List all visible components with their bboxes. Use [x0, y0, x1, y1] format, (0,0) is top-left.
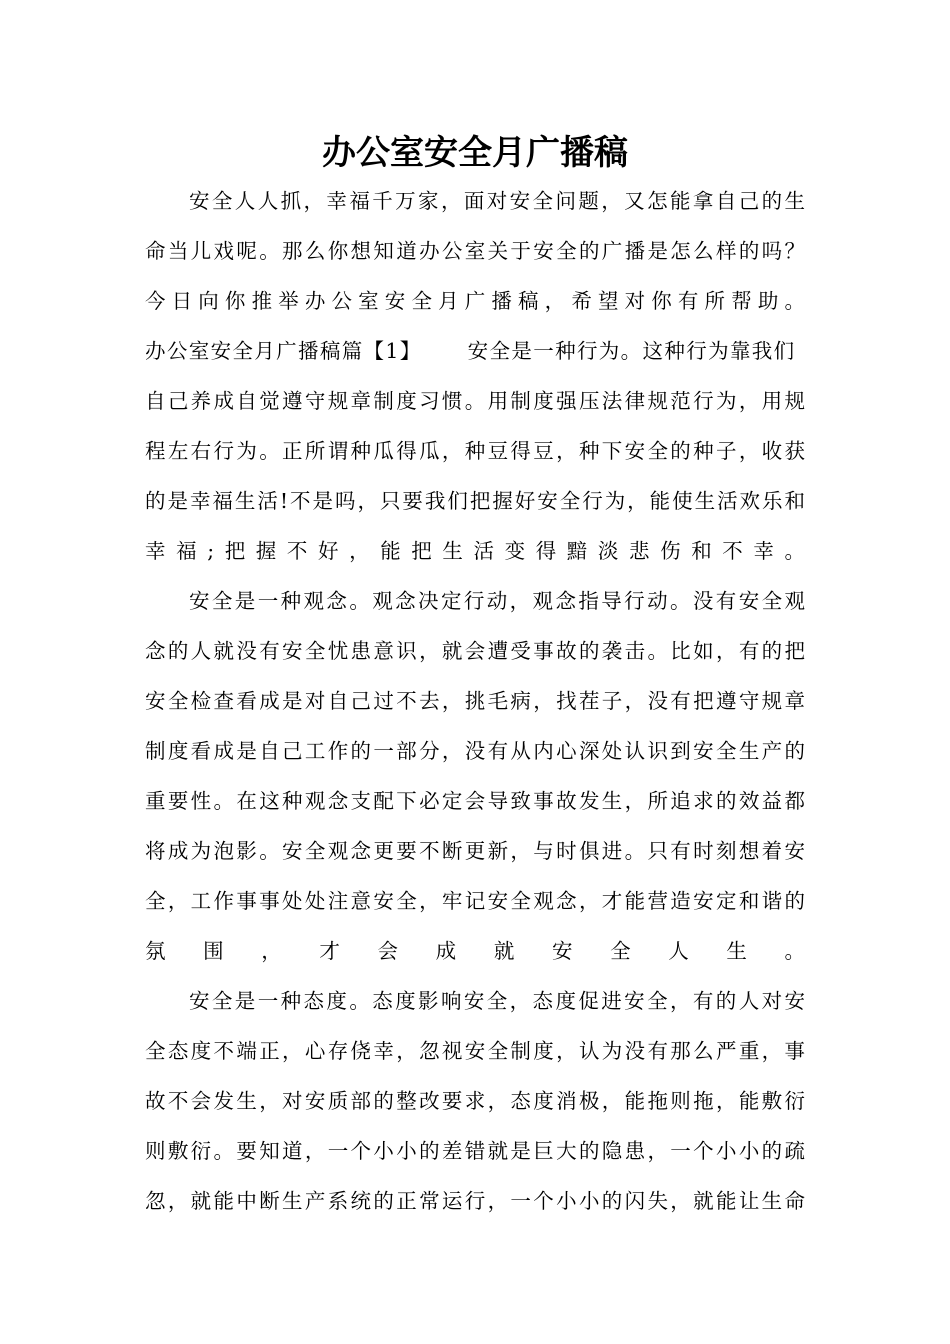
section-heading-line	[145, 336, 805, 366]
intro-line-1: 安全人人抓，幸福千万家，面对安全问题，又怎能拿自己的生	[189, 189, 808, 213]
p3-line-1: 安全是一种态度。态度影响安全，态度促进安全，有的人对安	[189, 989, 808, 1013]
section-heading: 办公室安全月广播稿篇【1】	[145, 339, 422, 363]
p1-line-2: 自己养成自觉遵守规章制度习惯。用制度强压法律规范行为，用规	[145, 389, 808, 413]
p3-line-5: 忽，就能中断生产系统的正常运行，一个小小的闪失，就能让生命	[145, 1189, 808, 1213]
p2-line-1: 安全是一种观念。观念决定行动，观念指导行动。没有安全观	[189, 589, 808, 613]
p2-line-5: 重要性。在这种观念支配下必定会导致事故发生，所追求的效益都	[145, 789, 808, 813]
p2-line-2: 念的人就没有安全忧患意识，就会遭受事故的袭击。比如，有的把	[145, 639, 808, 663]
p2-line-3: 安全检查看成是对自己过不去，挑毛病，找茬子，没有把遵守规章	[145, 689, 808, 713]
p2-line-6: 将成为泡影。安全观念更要不断更新，与时俱进。只有时刻想着安	[145, 839, 808, 863]
p2-line-8: 氛围，才会成就安全人生。	[145, 939, 843, 963]
p2-line-4: 制度看成是自己工作的一部分，没有从内心深处认识到安全生产的	[145, 739, 808, 763]
p1-line-4: 的是幸福生活!不是吗，只要我们把握好安全行为，能使生活欢乐和	[145, 489, 807, 513]
p1-line-1: 安全是一种行为。这种行为靠我们	[467, 339, 796, 363]
intro-line-3: 今日向你推举办公室安全月广播稿，希望对你有所帮助。	[145, 289, 812, 313]
p3-line-4: 则敷衍。要知道，一个小小的差错就是巨大的隐患，一个小小的疏	[145, 1139, 808, 1163]
p1-line-3: 程左右行为。正所谓种瓜得瓜，种豆得豆，种下安全的种子，收获	[145, 439, 808, 463]
intro-line-2: 命当儿戏呢。那么你想知道办公室关于安全的广播是怎么样的吗？	[145, 239, 808, 263]
p3-line-3: 故不会发生，对安质部的整改要求，态度消极，能拖则拖，能敷衍	[145, 1089, 808, 1113]
document-title: 办公室安全月广播稿	[322, 133, 628, 173]
p1-line-5: 幸福;把握不好，能把生活变得黯淡悲伤和不幸。	[145, 539, 816, 563]
p3-line-2: 全态度不端正，心存侥幸，忽视安全制度，认为没有那么严重，事	[145, 1039, 808, 1063]
p2-line-7: 全，工作事事处处注意安全，牢记安全观念，才能营造安定和谐的	[145, 889, 808, 913]
